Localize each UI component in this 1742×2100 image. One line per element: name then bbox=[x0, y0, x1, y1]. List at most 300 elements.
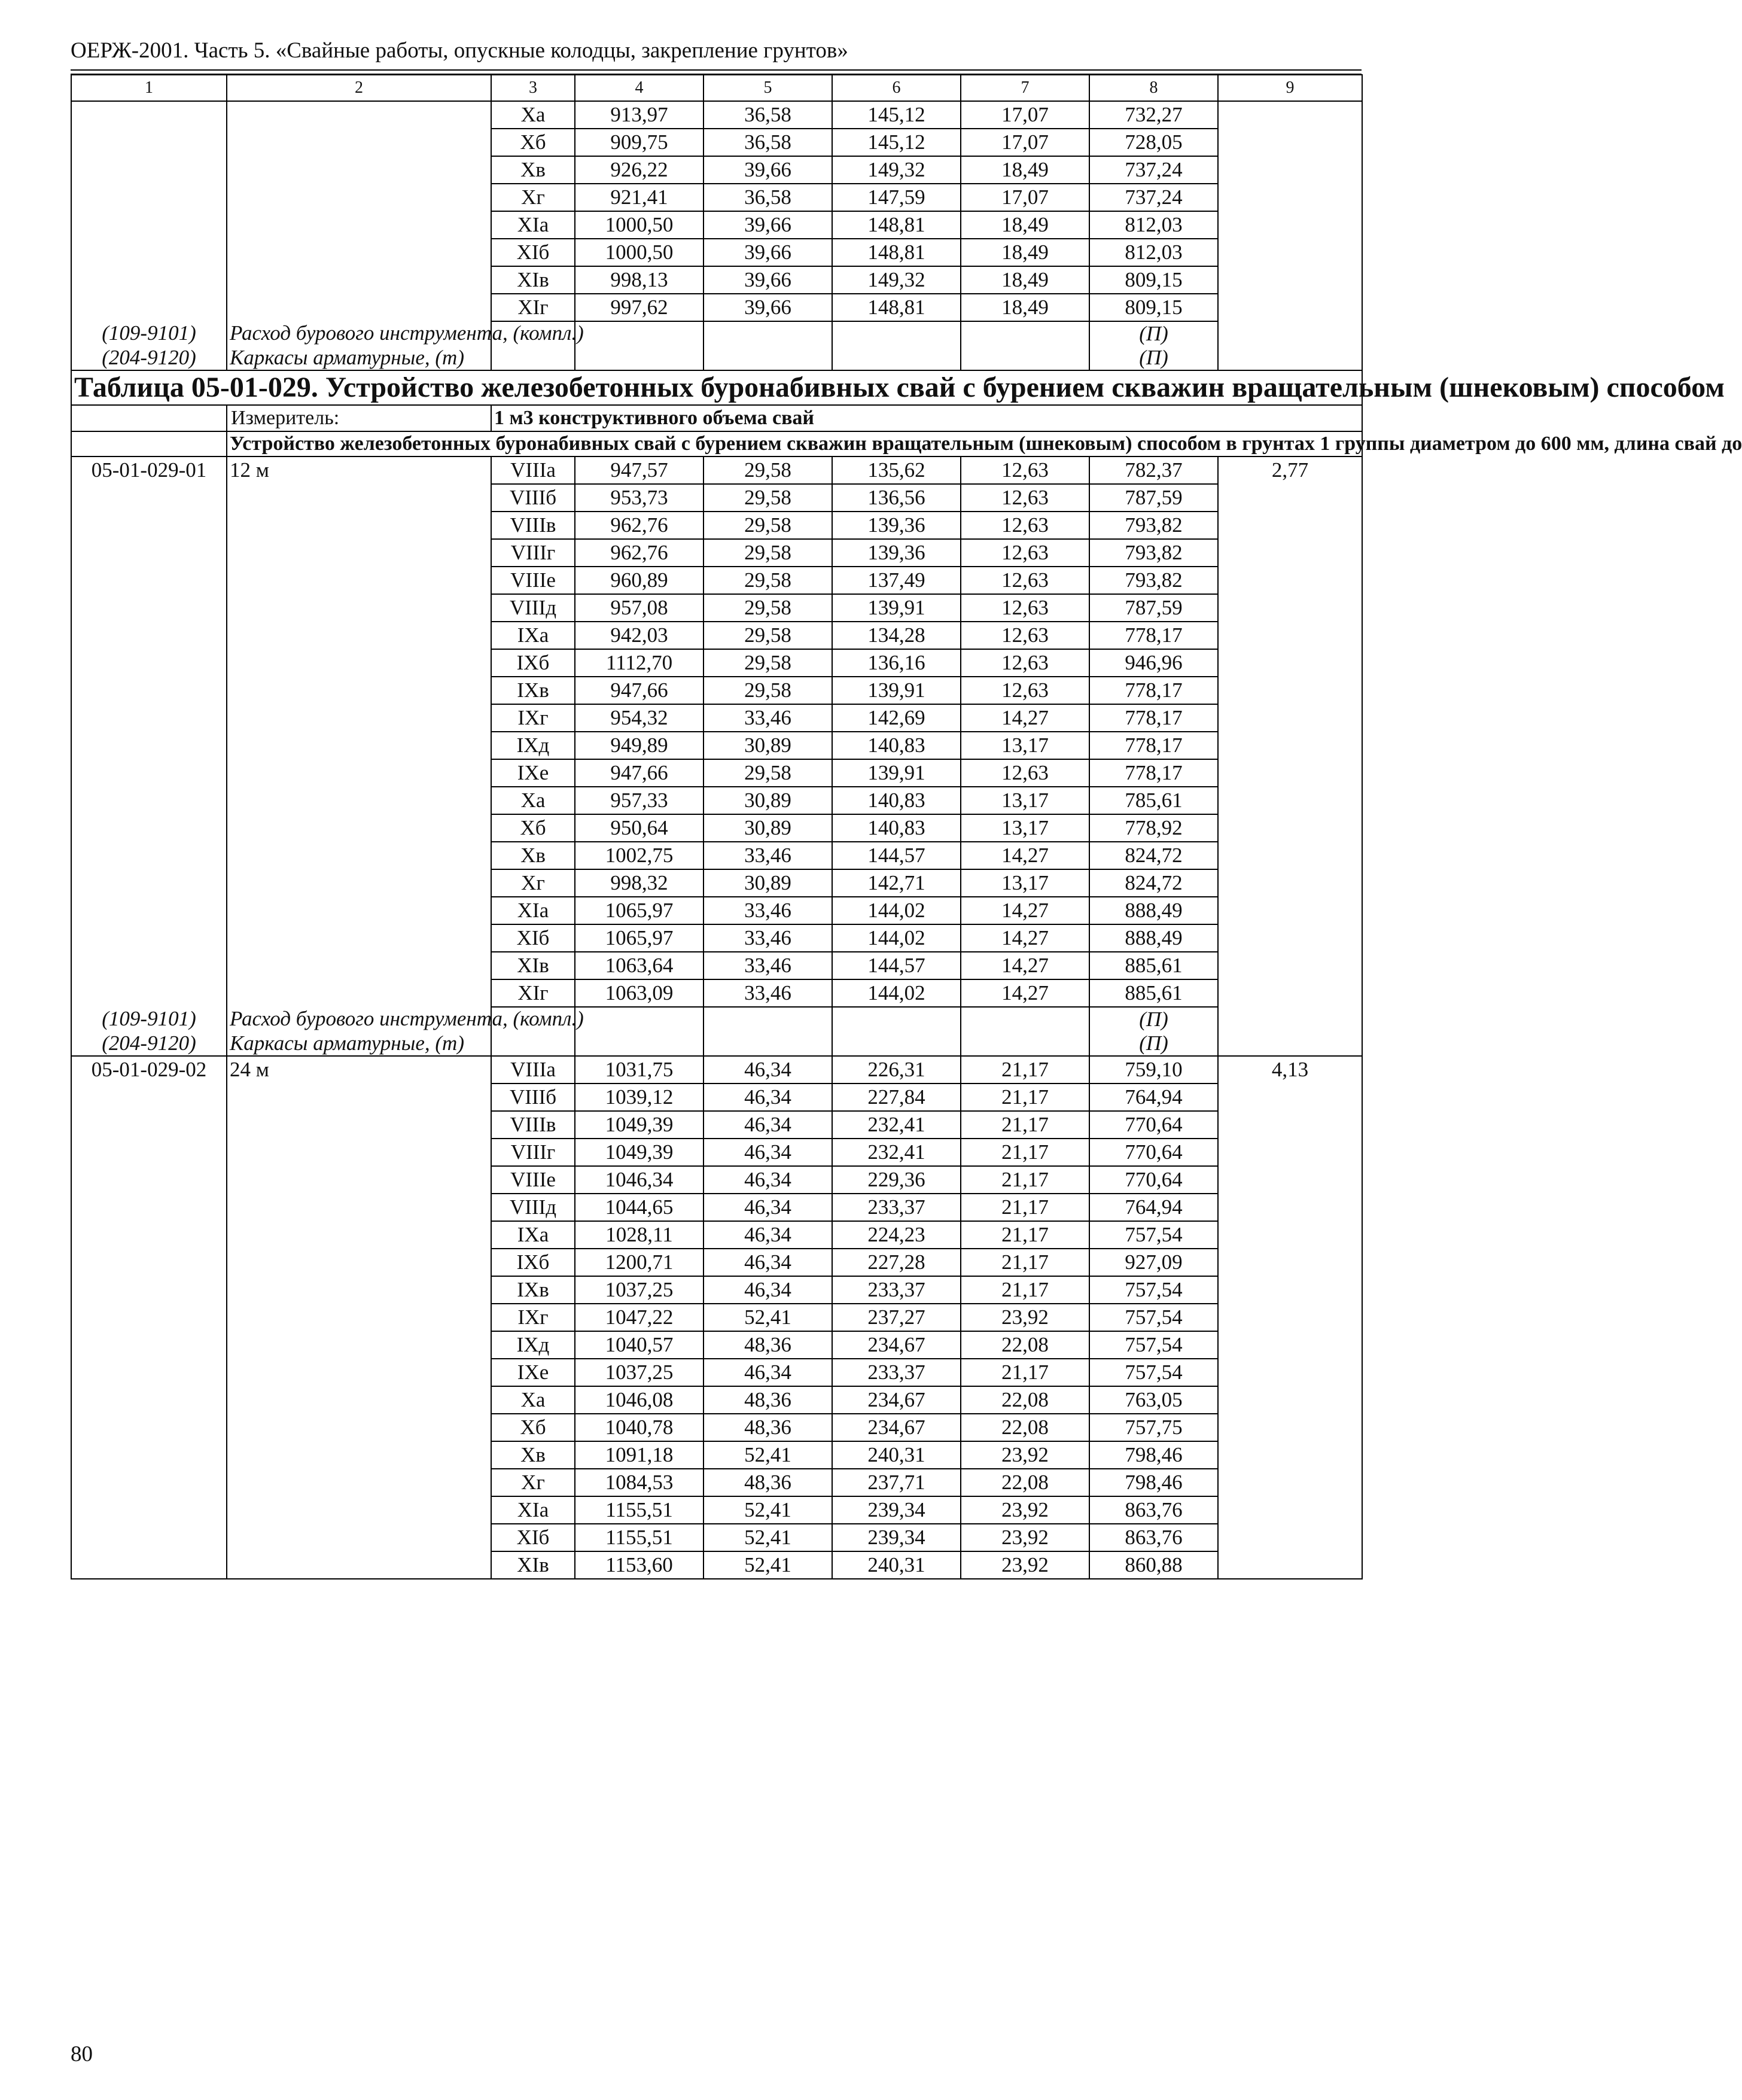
soil-zone: IXг bbox=[491, 704, 575, 732]
empty-cell bbox=[71, 1276, 227, 1304]
machinist-wage: 21,17 bbox=[961, 1056, 1089, 1084]
resource-code: (109-9101) bbox=[71, 321, 227, 346]
labor-cost: 2,77 bbox=[1218, 456, 1362, 484]
material-cost: 824,72 bbox=[1089, 869, 1218, 897]
wage-cost: 46,34 bbox=[704, 1166, 832, 1194]
wage-cost: 29,58 bbox=[704, 484, 832, 512]
table-row bbox=[71, 1056, 1362, 1084]
table-row bbox=[71, 979, 1362, 1007]
soil-zone: Xб bbox=[491, 1414, 575, 1441]
wage-cost: 39,66 bbox=[704, 239, 832, 266]
material-cost: 812,03 bbox=[1089, 211, 1218, 239]
total-cost: 1000,50 bbox=[575, 211, 704, 239]
table-row bbox=[71, 1276, 1362, 1304]
total-cost: 921,41 bbox=[575, 184, 704, 211]
soil-zone: VIIIв bbox=[491, 512, 575, 539]
machinist-wage: 18,49 bbox=[961, 156, 1089, 184]
total-cost: 1084,53 bbox=[575, 1469, 704, 1496]
machine-cost: 226,31 bbox=[832, 1056, 961, 1084]
empty-cell bbox=[227, 842, 491, 869]
empty-cell bbox=[71, 842, 227, 869]
rates-table bbox=[71, 74, 1742, 1579]
empty-cell bbox=[227, 1441, 491, 1469]
soil-zone: XIб bbox=[491, 239, 575, 266]
empty-cell bbox=[71, 1139, 227, 1166]
material-cost: 812,03 bbox=[1089, 239, 1218, 266]
material-cost: 757,54 bbox=[1089, 1304, 1218, 1331]
wage-cost: 46,34 bbox=[704, 1111, 832, 1139]
empty-cell bbox=[1218, 1331, 1362, 1359]
empty-cell bbox=[71, 952, 227, 979]
column-number: 2 bbox=[227, 75, 491, 101]
resource-mark: (П) bbox=[1089, 1031, 1218, 1056]
empty-cell bbox=[71, 294, 227, 321]
empty-cell bbox=[575, 1031, 704, 1056]
table-row bbox=[71, 1414, 1362, 1441]
table-row bbox=[71, 1441, 1362, 1469]
empty-cell bbox=[1218, 979, 1362, 1007]
empty-cell bbox=[1218, 484, 1362, 512]
wage-cost: 33,46 bbox=[704, 842, 832, 869]
soil-zone: Xа bbox=[491, 1386, 575, 1414]
table-row bbox=[71, 1304, 1362, 1331]
material-cost: 809,15 bbox=[1089, 266, 1218, 294]
empty-cell bbox=[1218, 1221, 1362, 1249]
empty-cell bbox=[227, 1524, 491, 1551]
rate-code: 05-01-029-01 bbox=[71, 456, 227, 484]
machinist-wage: 12,63 bbox=[961, 512, 1089, 539]
table-row bbox=[71, 759, 1362, 787]
machine-cost: 237,71 bbox=[832, 1469, 961, 1496]
material-cost: 757,54 bbox=[1089, 1221, 1218, 1249]
total-cost: 1047,22 bbox=[575, 1304, 704, 1331]
empty-cell bbox=[227, 924, 491, 952]
total-cost: 1039,12 bbox=[575, 1084, 704, 1111]
total-cost: 957,33 bbox=[575, 787, 704, 814]
machine-cost: 233,37 bbox=[832, 1194, 961, 1221]
machine-cost: 134,28 bbox=[832, 622, 961, 649]
empty-cell bbox=[832, 1031, 961, 1056]
table-subtitle: Устройство железобетонных буронабивных свай с бурением скважин вращательным (шнековым) способом в грунтах 1 группы диаметром до 600 мм, длина свай до bbox=[227, 431, 1362, 456]
total-cost: 1049,39 bbox=[575, 1139, 704, 1166]
machinist-wage: 23,92 bbox=[961, 1496, 1089, 1524]
machinist-wage: 21,17 bbox=[961, 1084, 1089, 1111]
empty-cell bbox=[1218, 1304, 1362, 1331]
empty-cell bbox=[227, 266, 491, 294]
rate-name: 24 м bbox=[227, 1056, 491, 1084]
empty-cell bbox=[961, 1007, 1089, 1031]
machine-cost: 136,56 bbox=[832, 484, 961, 512]
empty-cell bbox=[71, 1524, 227, 1551]
wage-cost: 39,66 bbox=[704, 294, 832, 321]
machinist-wage: 21,17 bbox=[961, 1359, 1089, 1386]
empty-cell bbox=[1218, 1111, 1362, 1139]
resource-row bbox=[71, 1031, 1362, 1056]
machine-cost: 227,28 bbox=[832, 1249, 961, 1276]
empty-cell bbox=[1218, 1359, 1362, 1386]
resource-row bbox=[71, 1007, 1362, 1031]
machinist-wage: 14,27 bbox=[961, 952, 1089, 979]
material-cost: 809,15 bbox=[1089, 294, 1218, 321]
empty-cell bbox=[1218, 1084, 1362, 1111]
table-row bbox=[71, 924, 1362, 952]
wage-cost: 30,89 bbox=[704, 732, 832, 759]
empty-cell bbox=[71, 979, 227, 1007]
material-cost: 757,54 bbox=[1089, 1276, 1218, 1304]
empty-cell bbox=[1218, 1524, 1362, 1551]
machine-cost: 149,32 bbox=[832, 266, 961, 294]
total-cost: 1065,97 bbox=[575, 897, 704, 924]
soil-zone: XIа bbox=[491, 897, 575, 924]
total-cost: 1037,25 bbox=[575, 1276, 704, 1304]
total-cost: 1200,71 bbox=[575, 1249, 704, 1276]
wage-cost: 39,66 bbox=[704, 211, 832, 239]
machine-cost: 234,67 bbox=[832, 1331, 961, 1359]
machinist-wage: 12,63 bbox=[961, 484, 1089, 512]
wage-cost: 46,34 bbox=[704, 1139, 832, 1166]
empty-cell bbox=[227, 1414, 491, 1441]
machinist-wage: 22,08 bbox=[961, 1386, 1089, 1414]
wage-cost: 46,34 bbox=[704, 1221, 832, 1249]
total-cost: 1155,51 bbox=[575, 1524, 704, 1551]
machine-cost: 239,34 bbox=[832, 1496, 961, 1524]
machinist-wage: 14,27 bbox=[961, 924, 1089, 952]
machinist-wage: 17,07 bbox=[961, 129, 1089, 156]
empty-cell bbox=[227, 704, 491, 732]
total-cost: 909,75 bbox=[575, 129, 704, 156]
machinist-wage: 23,92 bbox=[961, 1441, 1089, 1469]
material-cost: 763,05 bbox=[1089, 1386, 1218, 1414]
soil-zone: Xв bbox=[491, 842, 575, 869]
table-row bbox=[71, 1524, 1362, 1551]
wage-cost: 29,58 bbox=[704, 677, 832, 704]
empty-cell bbox=[71, 1331, 227, 1359]
machine-cost: 139,91 bbox=[832, 759, 961, 787]
machine-cost: 148,81 bbox=[832, 211, 961, 239]
material-cost: 793,82 bbox=[1089, 567, 1218, 594]
empty-cell bbox=[704, 346, 832, 370]
material-cost: 757,54 bbox=[1089, 1331, 1218, 1359]
empty-cell bbox=[71, 787, 227, 814]
table-row bbox=[71, 704, 1362, 732]
resource-row bbox=[71, 346, 1362, 370]
empty-cell bbox=[227, 979, 491, 1007]
material-cost: 798,46 bbox=[1089, 1469, 1218, 1496]
soil-zone: VIIIд bbox=[491, 594, 575, 622]
material-cost: 946,96 bbox=[1089, 649, 1218, 677]
empty-cell bbox=[71, 732, 227, 759]
empty-cell bbox=[71, 266, 227, 294]
empty-cell bbox=[71, 869, 227, 897]
empty-cell bbox=[1218, 539, 1362, 567]
total-cost: 942,03 bbox=[575, 622, 704, 649]
soil-zone: Xа bbox=[491, 101, 575, 129]
material-cost: 759,10 bbox=[1089, 1056, 1218, 1084]
material-cost: 885,61 bbox=[1089, 979, 1218, 1007]
table-row bbox=[71, 1386, 1362, 1414]
material-cost: 778,17 bbox=[1089, 732, 1218, 759]
soil-zone: IXа bbox=[491, 1221, 575, 1249]
machine-cost: 144,02 bbox=[832, 897, 961, 924]
machinist-wage: 14,27 bbox=[961, 979, 1089, 1007]
empty-cell bbox=[1218, 814, 1362, 842]
empty-cell bbox=[1218, 567, 1362, 594]
empty-cell bbox=[71, 1386, 227, 1414]
machine-cost: 140,83 bbox=[832, 732, 961, 759]
empty-cell bbox=[71, 405, 227, 431]
machinist-wage: 12,63 bbox=[961, 622, 1089, 649]
machinist-wage: 21,17 bbox=[961, 1111, 1089, 1139]
material-cost: 798,46 bbox=[1089, 1441, 1218, 1469]
empty-cell bbox=[227, 129, 491, 156]
total-cost: 926,22 bbox=[575, 156, 704, 184]
table-row bbox=[71, 814, 1362, 842]
soil-zone: XIб bbox=[491, 924, 575, 952]
machinist-wage: 18,49 bbox=[961, 294, 1089, 321]
machinist-wage: 12,63 bbox=[961, 759, 1089, 787]
page-number: 80 bbox=[71, 2042, 93, 2066]
empty-cell bbox=[227, 1249, 491, 1276]
table-row bbox=[71, 1194, 1362, 1221]
material-cost: 885,61 bbox=[1089, 952, 1218, 979]
empty-cell bbox=[71, 156, 227, 184]
empty-cell bbox=[575, 1007, 704, 1031]
wage-cost: 29,58 bbox=[704, 539, 832, 567]
material-cost: 793,82 bbox=[1089, 539, 1218, 567]
table-body bbox=[71, 75, 1742, 1579]
machine-cost: 135,62 bbox=[832, 456, 961, 484]
empty-cell bbox=[227, 1139, 491, 1166]
table-row bbox=[71, 869, 1362, 897]
soil-zone: Xб bbox=[491, 814, 575, 842]
empty-cell bbox=[71, 677, 227, 704]
machine-cost: 144,02 bbox=[832, 924, 961, 952]
machine-cost: 136,16 bbox=[832, 649, 961, 677]
resource-name: Расход бурового инструмента, (компл.) bbox=[227, 1007, 491, 1031]
column-numbers-row bbox=[71, 75, 1362, 101]
machinist-wage: 13,17 bbox=[961, 814, 1089, 842]
empty-cell bbox=[1218, 1139, 1362, 1166]
empty-cell bbox=[227, 1551, 491, 1579]
table-row bbox=[71, 1551, 1362, 1579]
empty-cell bbox=[227, 539, 491, 567]
total-cost: 913,97 bbox=[575, 101, 704, 129]
empty-cell bbox=[71, 484, 227, 512]
empty-cell bbox=[227, 1194, 491, 1221]
wage-cost: 29,58 bbox=[704, 512, 832, 539]
table-row bbox=[71, 1166, 1362, 1194]
subtitle-row bbox=[71, 431, 1362, 456]
total-cost: 947,57 bbox=[575, 456, 704, 484]
machinist-wage: 21,17 bbox=[961, 1249, 1089, 1276]
empty-cell bbox=[71, 1359, 227, 1386]
empty-cell bbox=[71, 1084, 227, 1111]
machine-cost: 224,23 bbox=[832, 1221, 961, 1249]
machine-cost: 137,49 bbox=[832, 567, 961, 594]
rate-name: 12 м bbox=[227, 456, 491, 484]
empty-cell bbox=[1218, 1551, 1362, 1579]
wage-cost: 46,34 bbox=[704, 1276, 832, 1304]
machinist-wage: 21,17 bbox=[961, 1221, 1089, 1249]
total-cost: 1000,50 bbox=[575, 239, 704, 266]
soil-zone: IXд bbox=[491, 1331, 575, 1359]
resource-name: Каркасы арматурные, (т) bbox=[227, 346, 491, 370]
empty-cell bbox=[1218, 1031, 1362, 1056]
material-cost: 778,17 bbox=[1089, 622, 1218, 649]
resource-mark: (П) bbox=[1089, 346, 1218, 370]
empty-cell bbox=[227, 1166, 491, 1194]
table-row bbox=[71, 184, 1362, 211]
soil-zone: IXб bbox=[491, 1249, 575, 1276]
empty-cell bbox=[1218, 346, 1362, 370]
table-row bbox=[71, 1139, 1362, 1166]
resource-code: (204-9120) bbox=[71, 1031, 227, 1056]
empty-cell bbox=[1218, 732, 1362, 759]
table-row bbox=[71, 156, 1362, 184]
material-cost: 888,49 bbox=[1089, 924, 1218, 952]
soil-zone: IXб bbox=[491, 649, 575, 677]
column-number: 9 bbox=[1218, 75, 1362, 101]
wage-cost: 52,41 bbox=[704, 1304, 832, 1331]
table-title-row bbox=[71, 370, 1362, 405]
wage-cost: 52,41 bbox=[704, 1551, 832, 1579]
empty-cell bbox=[71, 567, 227, 594]
wage-cost: 48,36 bbox=[704, 1386, 832, 1414]
machine-cost: 148,81 bbox=[832, 294, 961, 321]
machine-cost: 237,27 bbox=[832, 1304, 961, 1331]
empty-cell bbox=[71, 1111, 227, 1139]
wage-cost: 52,41 bbox=[704, 1524, 832, 1551]
table-row bbox=[71, 456, 1362, 484]
total-cost: 1044,65 bbox=[575, 1194, 704, 1221]
empty-cell bbox=[1218, 1166, 1362, 1194]
machine-cost: 229,36 bbox=[832, 1166, 961, 1194]
wage-cost: 33,46 bbox=[704, 924, 832, 952]
table-row bbox=[71, 732, 1362, 759]
machine-cost: 234,67 bbox=[832, 1414, 961, 1441]
table-row bbox=[71, 484, 1362, 512]
material-cost: 927,09 bbox=[1089, 1249, 1218, 1276]
empty-cell bbox=[71, 1166, 227, 1194]
total-cost: 1065,97 bbox=[575, 924, 704, 952]
empty-cell bbox=[227, 814, 491, 842]
empty-cell bbox=[1218, 321, 1362, 346]
machinist-wage: 21,17 bbox=[961, 1166, 1089, 1194]
resource-name: Каркасы арматурные, (т) bbox=[227, 1031, 491, 1056]
total-cost: 1112,70 bbox=[575, 649, 704, 677]
soil-zone: VIIIд bbox=[491, 1194, 575, 1221]
empty-cell bbox=[227, 294, 491, 321]
empty-cell bbox=[1218, 1414, 1362, 1441]
header-text: ОЕРЖ-2001. Часть 5. «Свайные работы, опускные колодцы, закрепление грунтов» bbox=[71, 38, 848, 63]
total-cost: 960,89 bbox=[575, 567, 704, 594]
table-row bbox=[71, 129, 1362, 156]
table-row bbox=[71, 1496, 1362, 1524]
machinist-wage: 23,92 bbox=[961, 1551, 1089, 1579]
total-cost: 954,32 bbox=[575, 704, 704, 732]
material-cost: 737,24 bbox=[1089, 184, 1218, 211]
wage-cost: 46,34 bbox=[704, 1194, 832, 1221]
machinist-wage: 21,17 bbox=[961, 1139, 1089, 1166]
empty-cell bbox=[227, 1276, 491, 1304]
wage-cost: 29,58 bbox=[704, 759, 832, 787]
empty-cell bbox=[227, 101, 491, 129]
total-cost: 998,32 bbox=[575, 869, 704, 897]
empty-cell bbox=[227, 952, 491, 979]
wage-cost: 48,36 bbox=[704, 1414, 832, 1441]
soil-zone: VIIIг bbox=[491, 539, 575, 567]
material-cost: 770,64 bbox=[1089, 1166, 1218, 1194]
total-cost: 1153,60 bbox=[575, 1551, 704, 1579]
material-cost: 787,59 bbox=[1089, 594, 1218, 622]
empty-cell bbox=[227, 567, 491, 594]
soil-zone: VIIIб bbox=[491, 484, 575, 512]
total-cost: 998,13 bbox=[575, 266, 704, 294]
machine-cost: 139,36 bbox=[832, 539, 961, 567]
empty-cell bbox=[1218, 952, 1362, 979]
machinist-wage: 12,63 bbox=[961, 539, 1089, 567]
machinist-wage: 14,27 bbox=[961, 897, 1089, 924]
column-number: 8 bbox=[1089, 75, 1218, 101]
empty-cell bbox=[71, 539, 227, 567]
material-cost: 770,64 bbox=[1089, 1111, 1218, 1139]
empty-cell bbox=[961, 321, 1089, 346]
empty-cell bbox=[1218, 101, 1362, 129]
total-cost: 947,66 bbox=[575, 677, 704, 704]
material-cost: 728,05 bbox=[1089, 129, 1218, 156]
column-number: 7 bbox=[961, 75, 1089, 101]
machinist-wage: 18,49 bbox=[961, 211, 1089, 239]
total-cost: 957,08 bbox=[575, 594, 704, 622]
page-header bbox=[71, 37, 1362, 71]
soil-zone: IXв bbox=[491, 677, 575, 704]
resource-code: (204-9120) bbox=[71, 346, 227, 370]
machine-cost: 139,91 bbox=[832, 594, 961, 622]
empty-cell bbox=[71, 1469, 227, 1496]
machinist-wage: 12,63 bbox=[961, 649, 1089, 677]
total-cost: 1028,11 bbox=[575, 1221, 704, 1249]
table-row bbox=[71, 594, 1362, 622]
wage-cost: 36,58 bbox=[704, 184, 832, 211]
table-row bbox=[71, 1469, 1362, 1496]
empty-cell bbox=[1218, 759, 1362, 787]
soil-zone: XIв bbox=[491, 1551, 575, 1579]
soil-zone: XIа bbox=[491, 1496, 575, 1524]
soil-zone: VIIIв bbox=[491, 1111, 575, 1139]
table-row bbox=[71, 294, 1362, 321]
soil-zone: XIг bbox=[491, 979, 575, 1007]
empty-cell bbox=[704, 1031, 832, 1056]
soil-zone: XIа bbox=[491, 211, 575, 239]
empty-cell bbox=[71, 1194, 227, 1221]
table-row bbox=[71, 677, 1362, 704]
machinist-wage: 21,17 bbox=[961, 1194, 1089, 1221]
empty-cell bbox=[71, 1414, 227, 1441]
empty-cell bbox=[575, 346, 704, 370]
total-cost: 962,76 bbox=[575, 539, 704, 567]
machine-cost: 140,83 bbox=[832, 787, 961, 814]
column-number: 5 bbox=[704, 75, 832, 101]
table-row bbox=[71, 1249, 1362, 1276]
table-row bbox=[71, 512, 1362, 539]
wage-cost: 30,89 bbox=[704, 869, 832, 897]
machine-cost: 140,83 bbox=[832, 814, 961, 842]
wage-cost: 52,41 bbox=[704, 1496, 832, 1524]
soil-zone: XIб bbox=[491, 1524, 575, 1551]
empty-cell bbox=[227, 484, 491, 512]
empty-cell bbox=[71, 512, 227, 539]
empty-cell bbox=[1218, 129, 1362, 156]
